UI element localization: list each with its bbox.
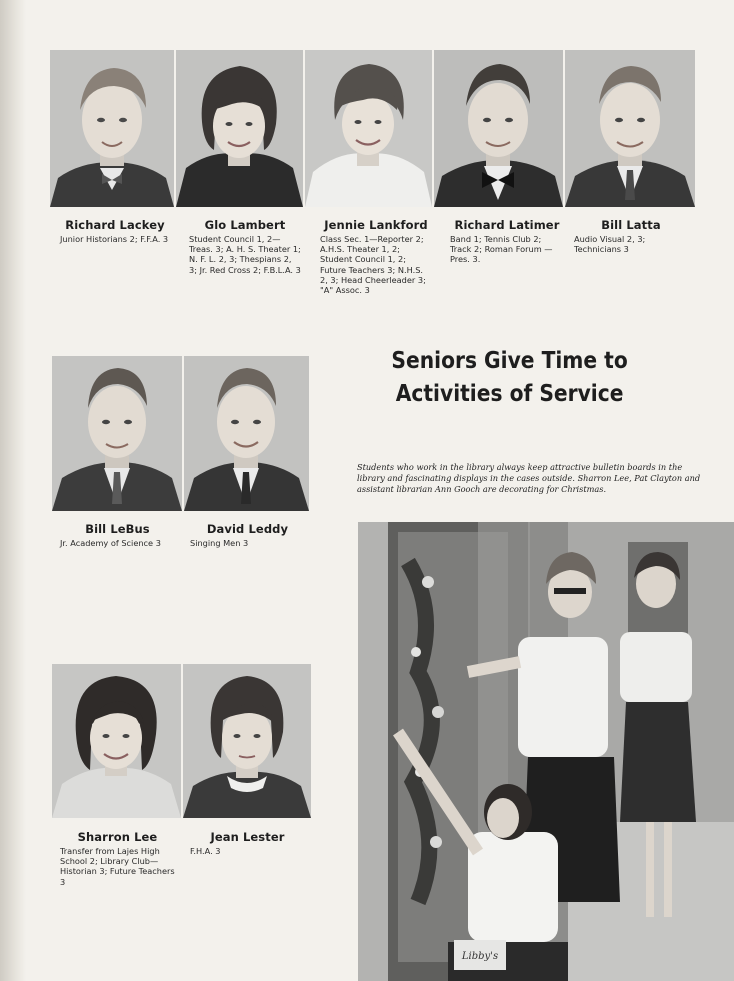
bio-glo-lambert: [189, 218, 301, 275]
portrait-sharron-lee: [52, 664, 181, 818]
senior-name: Glo Lambert: [204, 218, 286, 232]
portrait-bill-latta: [565, 50, 695, 207]
senior-activities: Student Council 1, 2—Treas. 3; A. H. S. Theater 1; N. F. L. 2, 3; Thespians 2, 3; Jr. Red Cross 2; F.B.L.A. 3: [189, 234, 301, 275]
library-display-photo: [358, 522, 734, 981]
portrait-david-leddy: [184, 356, 309, 511]
headline-line-1: Seniors Give Time to: [391, 348, 628, 374]
bio-jennie-lankford: [320, 218, 432, 295]
bio-sharron-lee: [60, 830, 175, 887]
bio-jean-lester: [190, 830, 305, 856]
senior-name: Bill LeBus: [85, 522, 150, 536]
senior-activities: Band 1; Tennis Club 2; Track 2; Roman Forum —Pres. 3.: [450, 234, 553, 265]
senior-name: Richard Lackey: [65, 218, 165, 232]
senior-name: David Leddy: [206, 522, 289, 536]
page-headline: [360, 345, 659, 411]
page-gutter-shadow: [0, 0, 26, 981]
senior-activities: F.H.A. 3: [190, 846, 221, 856]
portrait-richard-lackey: [50, 50, 174, 207]
portrait-jean-lester: [183, 664, 311, 818]
senior-name: Bill Latta: [601, 218, 661, 232]
bio-richard-latimer: [450, 218, 564, 265]
bio-david-leddy: [190, 522, 305, 548]
senior-activities: Class Sec. 1—Reporter 2; A.H.S. Theater 1, 2; Student Council 1, 2; Future Teachers 3; N.H.S. 2, 3; Head Cheerleader 3; "A" Assoc. 3: [320, 234, 426, 296]
senior-activities: Singing Men 3: [190, 538, 249, 548]
bio-bill-lebus: [60, 522, 175, 548]
senior-activities: Junior Historians 2; F.F.A. 3: [60, 234, 169, 244]
bio-richard-lackey: [60, 218, 170, 244]
bio-bill-latta: [574, 218, 688, 254]
senior-activities: Audio Visual 2, 3; Technicians 3: [574, 234, 646, 255]
senior-activities: Transfer from Lajes High School 2; Library Club—Historian 3; Future Teachers 3: [60, 846, 175, 887]
senior-name: Jennie Lankford: [324, 218, 428, 232]
portrait-jennie-lankford: [305, 50, 432, 207]
senior-name: Sharron Lee: [77, 830, 158, 844]
portrait-glo-lambert: [176, 50, 303, 207]
headline-line-2: Activities of Service: [395, 381, 624, 407]
senior-activities: Jr. Academy of Science 3: [60, 538, 161, 548]
senior-name: Richard Latimer: [454, 218, 560, 232]
photo-caption: Students who work in the library always keep attractive bulletin boards in the library and fascinating displays in the cases outside. Sharron Lee, Pat Clayton and assistant librarian Ann Gooch are decorating for Christmas.: [357, 462, 701, 494]
senior-name: Jean Lester: [210, 830, 285, 844]
portrait-bill-lebus: [52, 356, 182, 511]
portrait-richard-latimer: [434, 50, 563, 207]
box-label: Libby's: [461, 951, 499, 962]
